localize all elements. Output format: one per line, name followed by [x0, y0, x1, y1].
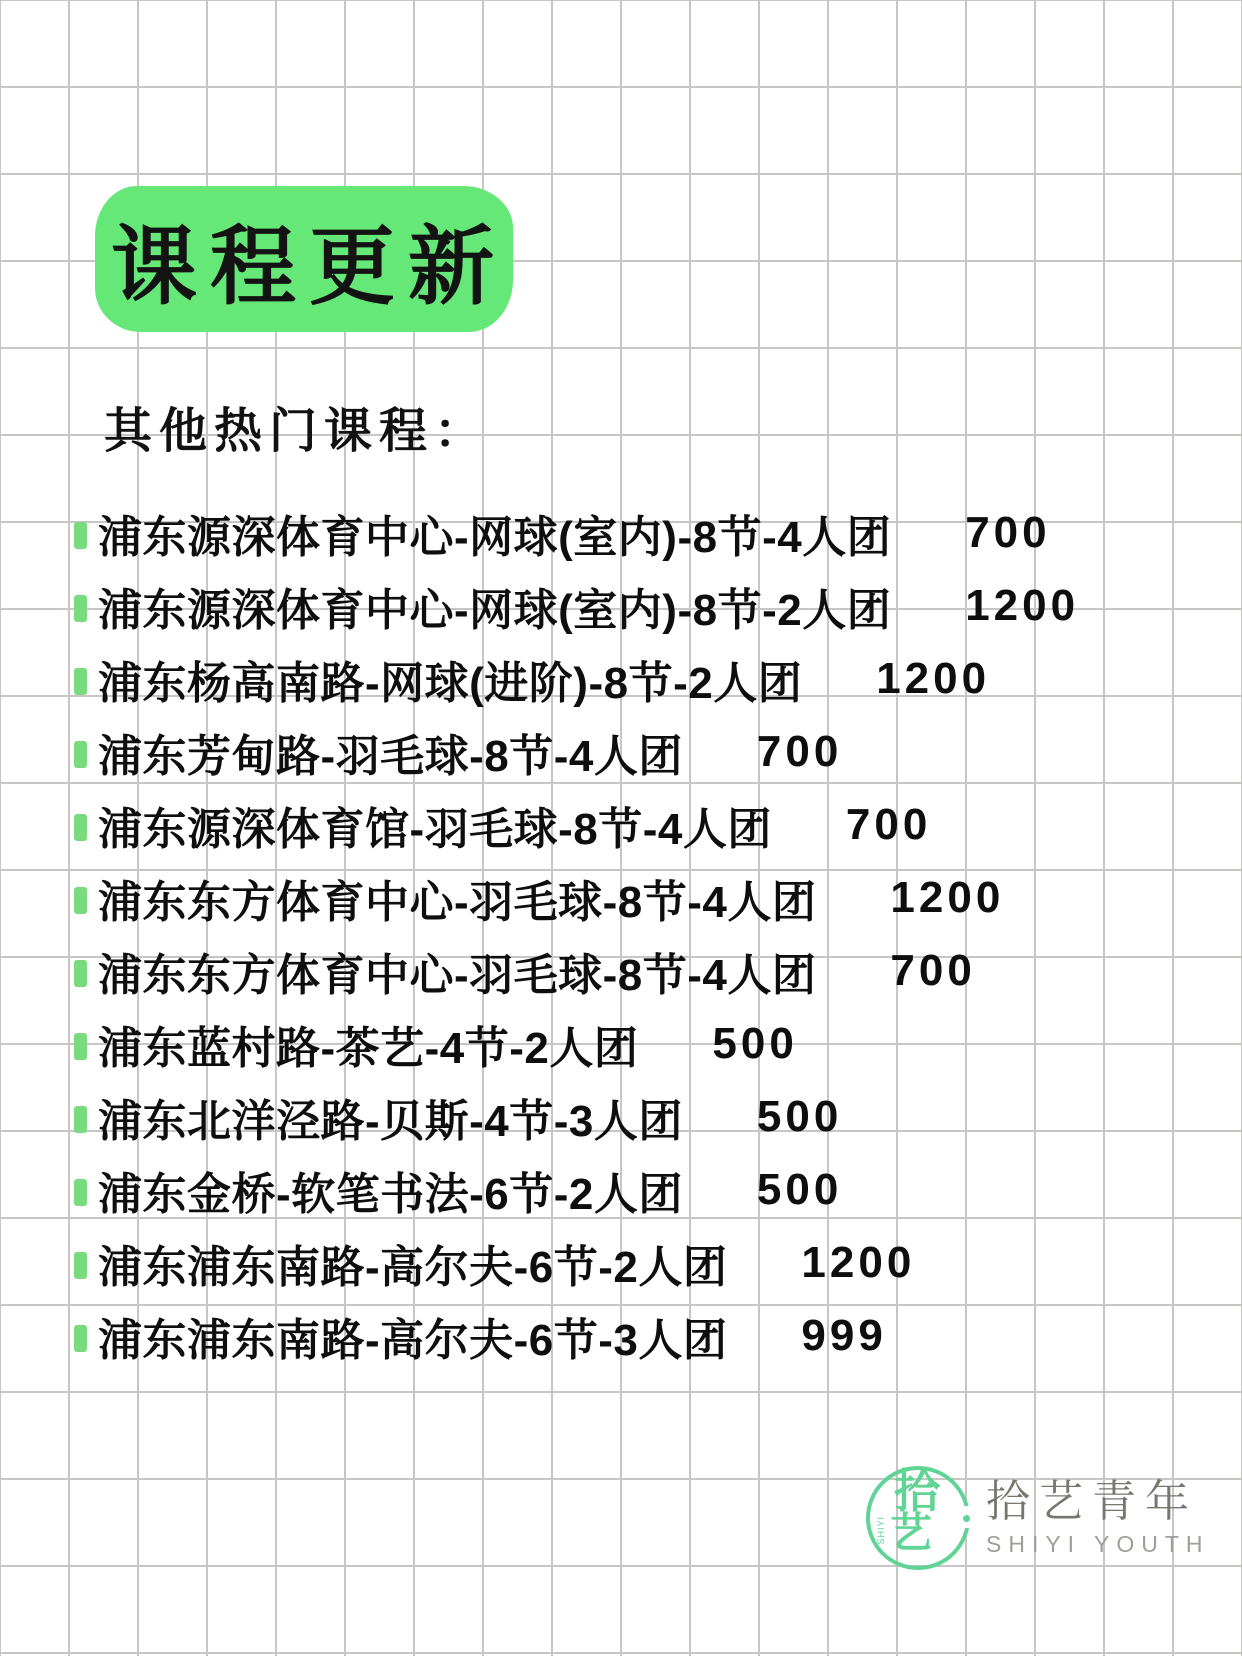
badge-char-bottom: 艺 — [890, 1509, 933, 1556]
course-price: 700 — [845, 799, 932, 849]
bullet-icon — [74, 1033, 87, 1060]
course-name: 浦东东方体育中心-羽毛球-8节-4人团 — [98, 877, 817, 927]
course-name: 浦东金桥-软笔书法-6节-2人团 — [98, 1169, 683, 1219]
badge-ring-dot — [963, 1515, 970, 1522]
bullet-icon — [74, 1106, 87, 1133]
course-name: 浦东浦东南路-高尔夫-6节-2人团 — [98, 1242, 728, 1292]
course-name: 浦东源深体育中心-网球(室内)-8节-2人团 — [98, 585, 892, 635]
course-price: 700 — [756, 726, 843, 776]
course-price: 700 — [965, 507, 1051, 557]
course-price: 1200 — [965, 580, 1080, 630]
bullet-icon — [74, 741, 87, 768]
course-name: 浦东芳甸路-羽毛球-8节-4人团 — [98, 731, 683, 781]
subtitle: 其他热门课程： — [104, 405, 490, 458]
brand-name-en: SHIYI YOUTH — [986, 1531, 1210, 1558]
course-row — [74, 934, 1202, 1007]
bullet-icon — [74, 522, 87, 549]
course-price: 500 — [712, 1018, 798, 1068]
course-price: 700 — [890, 945, 976, 995]
badge-char-top: 拾 — [894, 1465, 940, 1517]
bullet-icon — [74, 814, 87, 841]
course-list — [74, 496, 1202, 1372]
course-row — [74, 861, 1202, 934]
badge-side-text: SHIYI — [876, 1516, 886, 1545]
brand-name-cn: 拾艺青年 — [986, 1476, 1198, 1526]
course-name: 浦东蓝村路-茶艺-4节-2人团 — [98, 1023, 639, 1073]
course-row — [74, 715, 1202, 788]
course-row — [74, 1153, 1202, 1226]
course-row — [74, 569, 1202, 642]
course-name: 浦东北洋泾路-贝斯-4节-3人团 — [98, 1096, 683, 1146]
course-name: 浦东浦东南路-高尔夫-6节-3人团 — [98, 1315, 728, 1365]
bullet-icon — [74, 1252, 87, 1279]
page-title: 课程更新 — [111, 219, 507, 315]
brand-wordmark — [986, 1478, 1210, 1558]
bullet-icon — [74, 668, 87, 695]
course-name: 浦东东方体育中心-羽毛球-8节-4人团 — [98, 950, 817, 1000]
course-price: 999 — [801, 1310, 887, 1360]
bullet-icon — [74, 887, 87, 914]
course-row — [74, 1080, 1202, 1153]
course-row — [74, 1299, 1202, 1372]
course-row — [74, 1007, 1202, 1080]
course-row — [74, 642, 1202, 715]
bullet-icon — [74, 960, 87, 987]
course-row — [74, 496, 1202, 569]
course-name: 浦东杨高南路-网球(进阶)-8节-2人团 — [98, 658, 803, 708]
course-name: 浦东源深体育馆-羽毛球-8节-4人团 — [98, 804, 772, 854]
course-row — [74, 1226, 1202, 1299]
course-price: 1200 — [890, 872, 1005, 922]
bullet-icon — [74, 1179, 87, 1206]
course-price: 1200 — [801, 1237, 916, 1287]
page-title-badge — [95, 186, 513, 332]
bullet-icon — [74, 595, 87, 622]
brand-badge-icon — [866, 1466, 970, 1570]
course-name: 浦东源深体育中心-网球(室内)-8节-4人团 — [98, 512, 892, 562]
course-row — [74, 788, 1202, 861]
course-price: 1200 — [876, 653, 991, 703]
bullet-icon — [74, 1325, 87, 1352]
course-price: 500 — [756, 1091, 843, 1141]
course-price: 500 — [756, 1164, 843, 1214]
brand-logo — [866, 1466, 1210, 1570]
